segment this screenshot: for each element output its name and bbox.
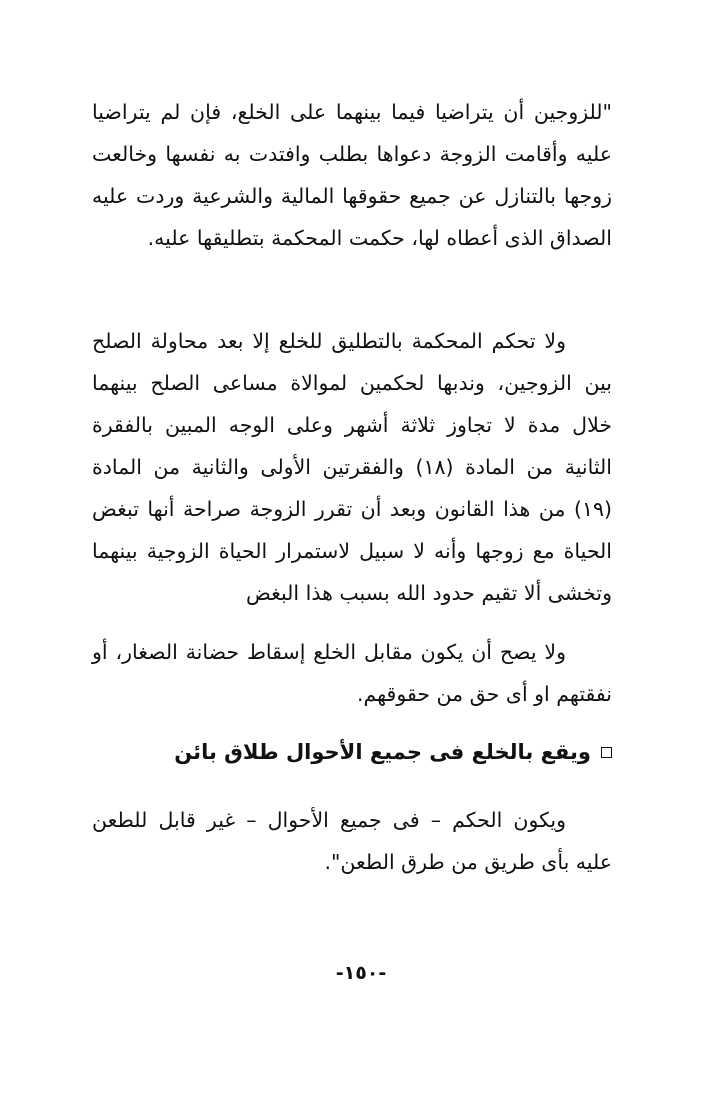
section-heading: [174, 734, 612, 770]
paragraph-khul-agreement: "للزوجين أن يتراضيا فيما بينهما على الخلع، فإن لم يتراضيا عليه وأقامت الزوجة دعواها بطلب وافتدت به نفسها وخالعت زوجها بالتنازل عن جميع حقوقها المالية والشرعية وردت عليه الصداق الذى أعطاه لها، حكمت المحكمة بتطليقها عليه.: [92, 100, 612, 250]
square-bullet-icon: [601, 747, 612, 758]
paragraph-custody: ولا يصح أن يكون مقابل الخلع إسقاط حضانة الصغار، أو نفقتهم او أى حق من حقوقهم.: [92, 640, 612, 706]
paragraph-judgment: ويكون الحكم – فى جميع الأحوال – غير قابل للطعن عليه بأى طريق من طرق الطعن".: [92, 808, 612, 874]
paragraph-reconciliation: ولا تحكم المحكمة بالتطليق للخلع إلا بعد محاولة الصلح بين الزوجين، وندبها لحكمين لموالاة مساعى الصلح بينهما خلال مدة لا تجاوز ثلاثة أشهر وعلى الوجه المبين بالفقرة الثانية من المادة (١٨) والفقرتين الأولى والثانية من المادة (١٩) من هذا القانون وبعد أن تقرر الزوجة صراحة أنها تبغض الحياة مع زوجها وأنه لا سبيل لاستمرار الحياة الزوجية بينهما وتخشى ألا تقيم حدود الله بسبب هذا البغض: [92, 329, 612, 605]
page-number: -١٥٠-: [335, 962, 387, 984]
section-heading-text: ويقع بالخلع فى جميع الأحوال طلاق بائن: [174, 740, 591, 764]
